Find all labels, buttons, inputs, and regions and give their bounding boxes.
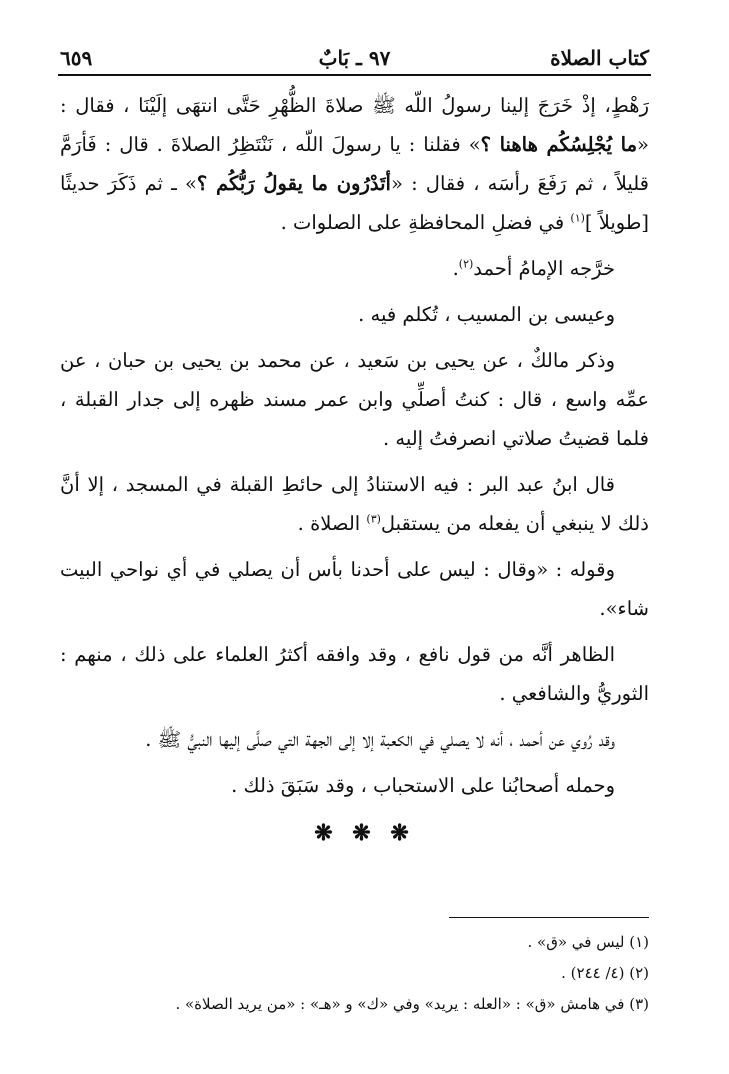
- footnote-3: (٣) في هامش «ق» : «العله : يريد» وفي «ك» و «هـ» : «من يريد الصلاة» .: [175, 995, 649, 1013]
- footnote-1: (١) ليس في «ق» .: [527, 933, 649, 951]
- chapter-title: ٩٧ ـ بَابٌ: [318, 46, 391, 70]
- page-number: ٦٥٩: [60, 46, 93, 70]
- paragraph-istihbab: وحمله أصحابُنا على الاستحباب ، وقد سَبَقَ ذلك .: [231, 774, 615, 797]
- footnotes: [60, 927, 649, 1020]
- footnote-rule: [449, 917, 649, 918]
- section-separator: ❋ ❋ ❋: [314, 820, 415, 846]
- book-title: كتاب الصلاة: [550, 46, 649, 70]
- paragraph-malik: وذكر مالكٌ ، عن يحيى بن سَعيد ، عن محمد بن يحيى بن حبان ، عن عمِّه واسع ، قال : كنتُ أصلِّي وابن عمر مسند ظهره إلى جدار القبلة ، فلما قضيتُ صلاتي انصرفتُ إليه .: [60, 349, 649, 450]
- paragraph-takhrij: خرَّجه الإمامُ أحمد$^{(٢)}$.: [452, 257, 615, 280]
- paragraph-narrator: وعيسى بن المسيب ، تُكلم فيه .: [358, 303, 615, 326]
- paragraph-hadith: رَهْطٍ، إذْ خَرَجَ إلينا رسولُ اللّه ﷺ صلاةَ الظُّهْرِ حَتَّى انتهَى إلَيْنَا ، فقال : «ما يُجْلِسُكُم هاهنا ؟» فقلنا : يا رسولَ اللّه ، نَنْتَظِرُ الصلاةَ . قال : فَأرَمَّ قليلاً ، ثم رَفَعَ رأسَه ، فقال : «أتَدْرُون ما يقولُ رَبُّكُم ؟» ـ ثم ذَكَرَ حديثًا [طويلاً ]$^{(١)}$ في فضلِ المحافظةِ على الصلوات .: [60, 94, 650, 234]
- quote-bold-1: ما يُجْلِسُكُم هاهنا ؟: [480, 133, 638, 156]
- footnote-ref-2: (٢): [458, 257, 474, 271]
- quote-bold-2: أتَدْرُون ما يقولُ رَبُّكُم ؟: [196, 172, 391, 195]
- footnote-2: (٢) (٤/ ٢٤٤) .: [561, 964, 649, 982]
- paragraph-nafi: الظاهر أنَّه من قول نافع ، وقد وافقه أكثرُ العلماء على ذلك ، منهم : الثوريُّ والشافعي .: [60, 643, 649, 705]
- footnote-ref-3: (٣): [366, 512, 381, 526]
- paragraph-ibn-abd-al-barr: قال ابنُ عبد البر : فيه الاستنادُ إلى حائطِ القبلة في المسجد ، إلا أنَّ ذلك لا ينبغي أن يفعله من يستقبل$^{(٣)}$ الصلاة .: [60, 473, 649, 535]
- running-header: [60, 42, 649, 76]
- footnote-ref-1: (١): [570, 211, 585, 225]
- paragraph-ahmad: وقد رُوي عن أحمد ، أنه لا يصلي في الكعبة إلا إلى الجهة التي صلَّى إليها النبيُّ ﷺ .: [145, 728, 615, 751]
- main-text: [60, 86, 649, 812]
- paragraph-qawluhu: وقوله : «وقال : ليس على أحدنا بأس أن يصلي في أي نواحي البيت شاء».: [60, 558, 649, 620]
- header-rule: [58, 74, 651, 76]
